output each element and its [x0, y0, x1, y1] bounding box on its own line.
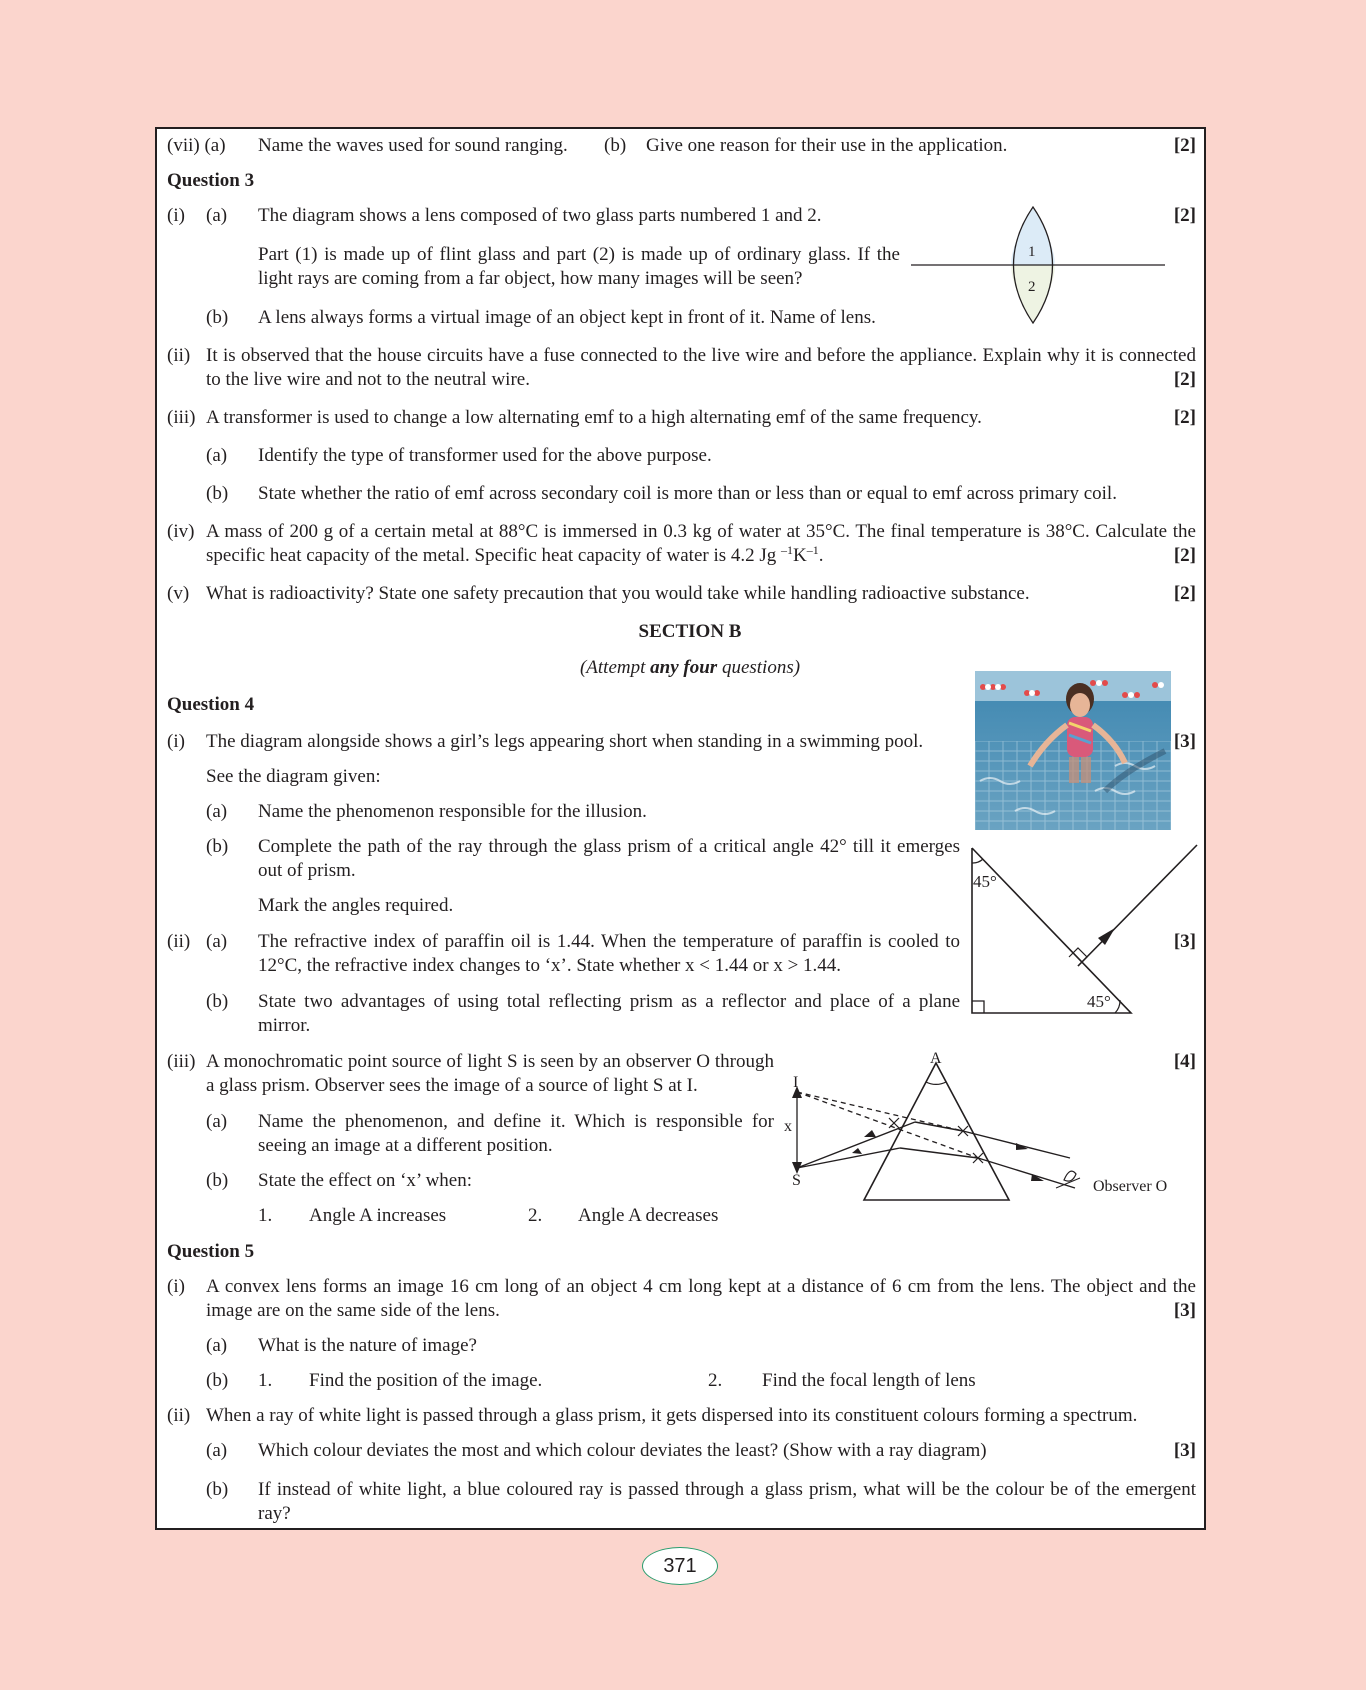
q3-iii-a-label: (a): [206, 445, 228, 466]
q4-i-a-label: (a): [206, 801, 228, 822]
q4-ii-a-text: The refractive index of paraffin oil is 1.44. When the temperature of paraffin is cooled to 12°C, the refractive index changes to ‘x’. State whether x < 1.44 or x > 1.44.: [258, 931, 960, 976]
q4-iii-marks: [4]: [1173, 1051, 1196, 1072]
q2-vii-b-text: Give one reason for their use in the application.: [646, 135, 1008, 156]
q5-i-b-label: (b): [206, 1370, 229, 1391]
q5-i-number: (i): [167, 1276, 185, 1297]
q4-ii-a-label: (a): [206, 931, 228, 952]
q4-iii-option-1-number: 1.: [258, 1205, 273, 1226]
image-point-label-i: I: [793, 1074, 799, 1091]
q3-i-a-label: (a): [206, 205, 228, 226]
observer-label: Observer O: [1093, 1178, 1168, 1195]
q4-iii-option-2-text: Angle A decreases: [578, 1205, 719, 1226]
displacement-label-x: x: [784, 1118, 792, 1135]
q4-i-b-text: Complete the path of the ray through the glass prism of a critical angle 42° till it emerges out of prism.: [258, 836, 960, 881]
q3-ii-number: (ii): [167, 345, 191, 366]
q5-i-b1-text: Find the position of the image.: [309, 1370, 543, 1391]
q3-iv-number: (iv): [167, 521, 195, 542]
q4-iii-text: A monochromatic point source of light S is seen by an observer O through a glass prism. Observer sees the image of a source of light S at I.: [206, 1051, 774, 1096]
q4-i-marks: [3]: [1173, 731, 1196, 752]
q3-i-marks: [2]: [1173, 205, 1196, 226]
q5-i-b1-number: 1.: [258, 1370, 273, 1391]
q4-iii-b-label: (b): [206, 1170, 229, 1191]
q5-ii-b-label: (b): [206, 1479, 229, 1500]
q5-heading: Question 5: [167, 1241, 255, 1262]
q5-ii-marks: [3]: [1173, 1440, 1196, 1461]
q3-i-a-text: The diagram shows a lens composed of two glass parts numbered 1 and 2.: [258, 205, 822, 226]
q4-i-text: The diagram alongside shows a girl’s legs appearing short when standing in a swimming pool.: [206, 731, 924, 752]
q3-iii-number: (iii): [167, 407, 196, 428]
q5-i-b2-number: 2.: [708, 1370, 723, 1391]
q3-ii-marks: [2]: [1173, 369, 1196, 390]
q4-iii-a-label: (a): [206, 1111, 228, 1132]
q3-i-number: (i): [167, 205, 185, 226]
q2-vii-marks: [2]: [1173, 135, 1196, 156]
prism-apex-label-a: A: [930, 1050, 942, 1067]
section-b-instruction: (Attempt any four questions): [579, 657, 801, 678]
q4-iii-b-text: State the effect on ‘x’ when:: [258, 1170, 473, 1191]
lens-part-2-label: 2: [1028, 279, 1036, 295]
q4-iii-option-2-number: 2.: [528, 1205, 543, 1226]
q5-i-marks: [3]: [1173, 1300, 1196, 1321]
q3-v-marks: [2]: [1173, 583, 1196, 604]
q5-i-b2-text: Find the focal length of lens: [762, 1370, 976, 1391]
q4-i-mark-angles: Mark the angles required.: [258, 895, 454, 916]
q3-ii-text: It is observed that the house circuits have a fuse connected to the live wire and before the appliance. Explain why it is connected to the live wire and not to the neutral wire.: [206, 345, 1196, 390]
source-point-label-s: S: [792, 1172, 801, 1189]
q4-ii-number: (ii): [167, 931, 191, 952]
q4-i-number: (i): [167, 731, 185, 752]
q4-i-a-text: Name the phenomenon responsible for the illusion.: [258, 801, 647, 822]
q3-i-b-label: (b): [206, 307, 229, 328]
q3-iii-text: A transformer is used to change a low alternating emf to a high alternating emf of the same frequency.: [206, 407, 982, 428]
q3-iv-text: A mass of 200 g of a certain metal at 88°C is immersed in 0.3 kg of water at 35°C. The final temperature is 38°C. Calculate the specific heat capacity of the metal. Specific heat capacity of water is 4.2 Jg $^{-1}K^{-1}$.: [206, 521, 1196, 566]
q3-i-a-text-continued: Part (1) is made up of flint glass and part (2) is made up of ordinary glass. If the light rays are coming from a far object, how many images will be seen?: [258, 244, 900, 289]
page-number: 371: [642, 1547, 718, 1585]
q5-i-text: A convex lens forms an image 16 cm long of an object 4 cm long kept at a distance of 6 cm from the lens. The object and the image are on the same side of the lens.: [206, 1276, 1196, 1321]
q4-i-see-diagram: See the diagram given:: [206, 766, 381, 787]
q4-ii-b-label: (b): [206, 991, 229, 1012]
q3-v-number: (v): [167, 583, 190, 604]
lens-part-1-label: 1: [1028, 244, 1036, 260]
q5-ii-b-text: If instead of white light, a blue coloured ray is passed through a glass prism, what will be the colour be of the emergent ray?: [258, 1479, 1196, 1524]
q2-vii-number: (vii) (a): [167, 135, 226, 156]
q3-i-b-text: A lens always forms a virtual image of an object kept in front of it. Name of lens.: [258, 307, 876, 328]
q4-ii-marks: [3]: [1173, 931, 1196, 952]
q5-i-a-label: (a): [206, 1335, 228, 1356]
q3-iii-marks: [2]: [1173, 407, 1196, 428]
prism-bottom-angle-label: 45°: [1087, 992, 1111, 1011]
q4-iii-number: (iii): [167, 1051, 196, 1072]
q5-ii-a-label: (a): [206, 1440, 228, 1461]
q3-v-text: What is radioactivity? State one safety precaution that you would take while handling radioactive substance.: [206, 583, 1030, 604]
q3-iv-marks: [2]: [1173, 545, 1196, 566]
q2-vii-b-label: (b): [604, 135, 627, 156]
q3-iii-b-label: (b): [206, 483, 229, 504]
q3-heading: Question 3: [167, 170, 255, 191]
q3-iii-b-text: State whether the ratio of emf across secondary coil is more than or less than or equal to emf across primary coil.: [258, 483, 1117, 504]
q5-ii-text: When a ray of white light is passed through a glass prism, it gets dispersed into its constituent colours forming a spectrum.: [206, 1405, 1138, 1426]
q5-ii-number: (ii): [167, 1405, 191, 1426]
q4-iii-a-text: Name the phenomenon, and define it. Which is responsible for seeing an image at a different position.: [258, 1111, 774, 1156]
q3-iii-a-text: Identify the type of transformer used for the above purpose.: [258, 445, 712, 466]
prism-top-angle-label: 45°: [973, 872, 997, 891]
q2-vii-a-text: Name the waves used for sound ranging.: [258, 135, 568, 156]
section-b-title: SECTION B: [638, 621, 742, 642]
q5-i-a-text: What is the nature of image?: [258, 1335, 477, 1356]
q4-i-b-label: (b): [206, 836, 229, 857]
q4-ii-b-text: State two advantages of using total reflecting prism as a reflector and place of a plane mirror.: [258, 991, 960, 1036]
lens-diagram: [905, 205, 1170, 325]
q4-iii-option-1-text: Angle A increases: [309, 1205, 447, 1226]
q4-heading: Question 4: [167, 694, 255, 715]
q5-ii-a-text: Which colour deviates the most and which colour deviates the least? (Show with a ray diagram): [258, 1440, 987, 1461]
